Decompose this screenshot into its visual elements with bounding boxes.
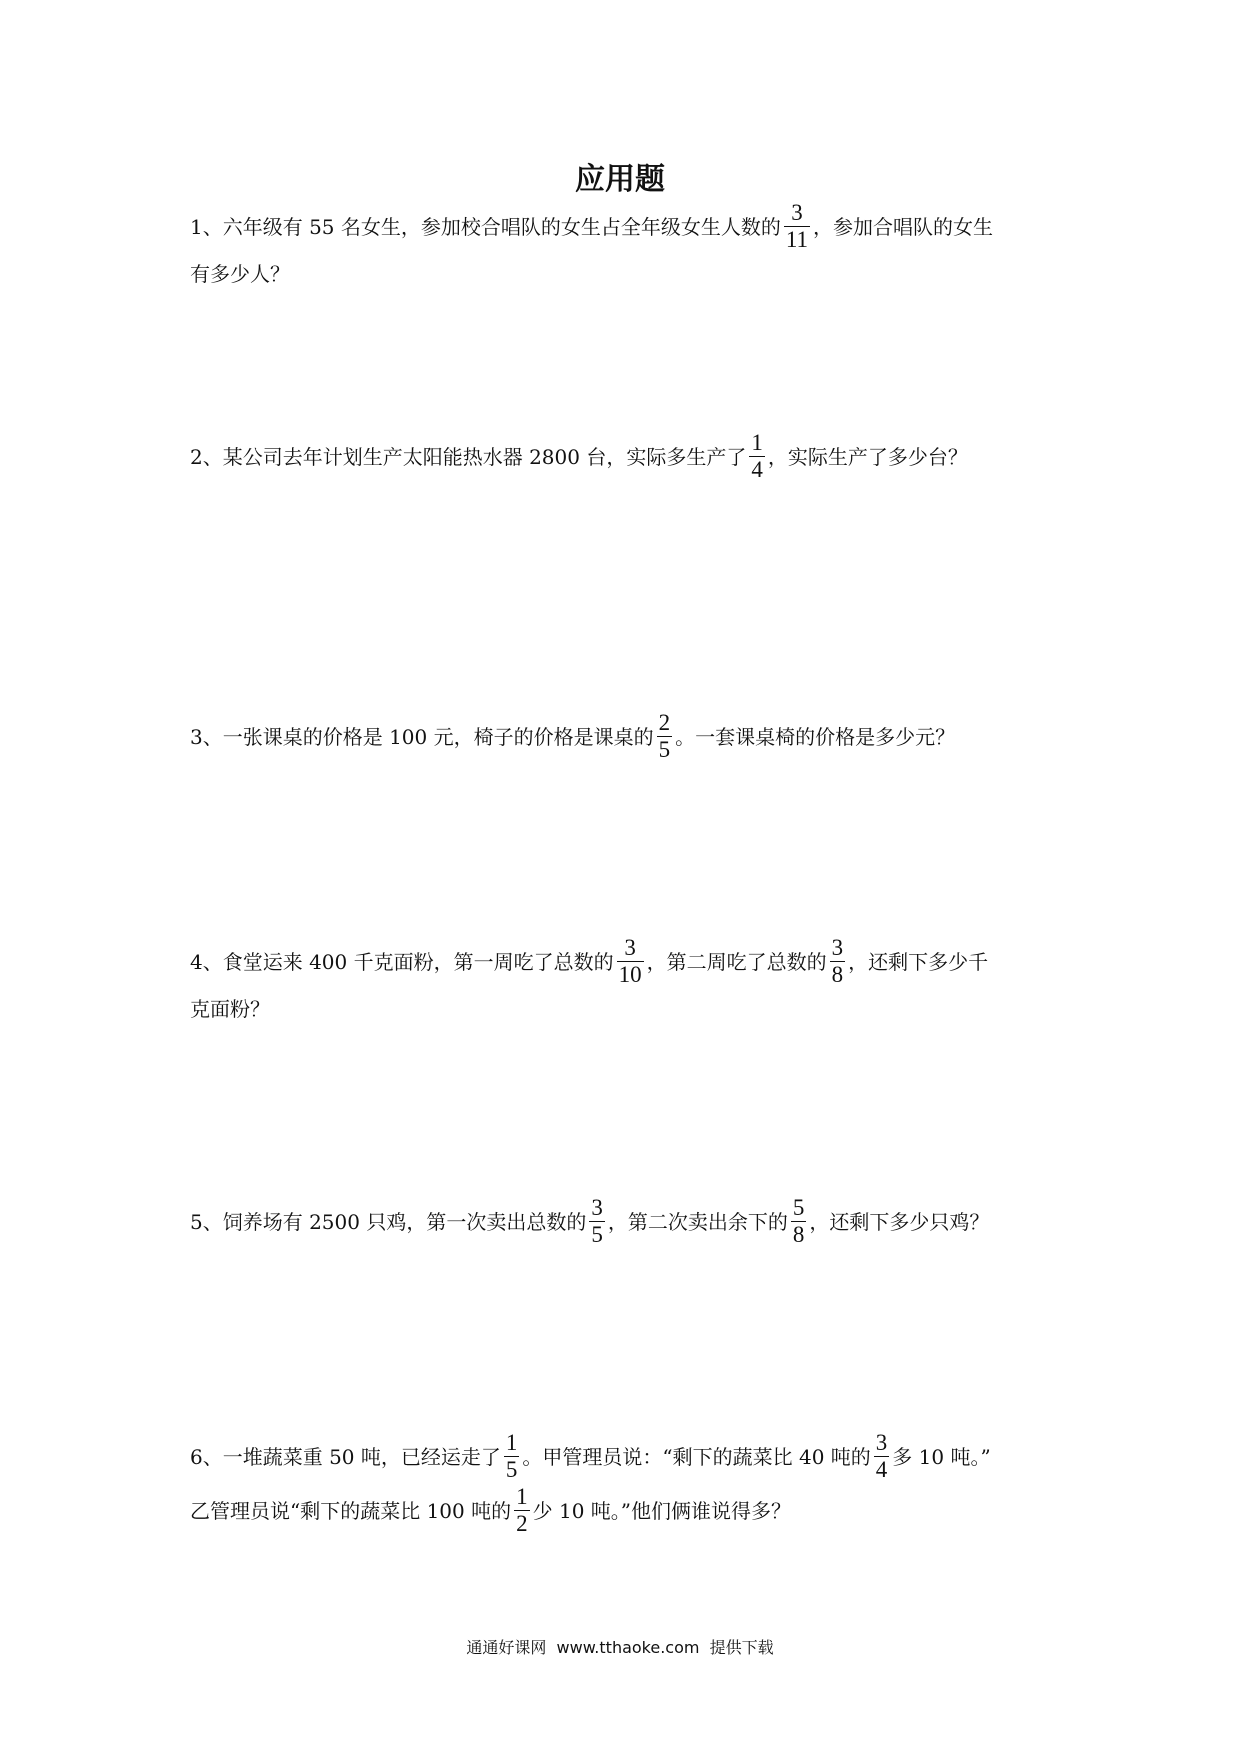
problem-4-text-d: 克面粉？ [190, 997, 270, 1021]
problem-3-text-a: 3、一张课桌的价格是 100 元，椅子的价格是课桌的 [190, 725, 654, 749]
fraction-numerator: 1 [505, 1429, 518, 1455]
problem-3-fraction [657, 710, 673, 763]
problem-4-text-c: ，还剩下多少千 [848, 949, 989, 974]
fraction-denominator: 11 [785, 226, 809, 252]
fraction-numerator: 3 [784, 200, 810, 227]
fraction-numerator: 3 [831, 934, 844, 960]
page-title: 应用题 [575, 162, 665, 197]
problem-6-line-1 [190, 1430, 1070, 1484]
problem-6-text-e: 少 10 吨。”他们俩谁说得多？ [532, 1499, 792, 1523]
fraction-numerator: 2 [658, 710, 671, 735]
fraction-numerator: 1 [516, 1484, 528, 1509]
problem-6-text-a: 6、一堆蔬菜重 50 吨，已经运走了 [190, 1444, 501, 1469]
fraction-denominator: 4 [875, 1456, 888, 1482]
problem-4-text-b: ，第二周吃了总数的 [646, 949, 827, 974]
problem-1-text-c: 有多少人？ [190, 262, 290, 286]
problem-3-line-1 [190, 710, 1070, 764]
fraction-denominator: 5 [658, 737, 671, 762]
problem-3 [190, 710, 1070, 764]
problem-6-fraction-1 [504, 1430, 520, 1483]
problem-4-fraction-1 [617, 935, 644, 988]
problem-5-fraction-1 [589, 1195, 605, 1248]
problem-2-text-b: ，实际生产了多少台？ [767, 445, 968, 469]
fraction-denominator: 5 [505, 1456, 518, 1482]
fraction-denominator: 8 [792, 1222, 805, 1247]
problem-6-text-d: 乙管理员说“剩下的蔬菜比 100 吨的 [190, 1499, 512, 1523]
problem-2-fraction [749, 430, 765, 483]
problem-4 [190, 935, 1070, 1029]
problem-4-line-1 [190, 935, 1070, 989]
fraction-denominator: 8 [831, 961, 844, 987]
problem-5-fraction-2 [791, 1195, 807, 1248]
problem-5-text-c: ，还剩下多少只鸡？ [809, 1210, 990, 1234]
footer-source: 通通好课网 www.tthaoke.com 提供下载 [466, 1638, 774, 1657]
problem-1-fraction [784, 200, 810, 253]
problem-5-text-b: ，第二次卖出余下的 [607, 1210, 788, 1234]
problem-6-line-2 [190, 1484, 1070, 1538]
problem-6-text-c: 多 10 吨。” [892, 1444, 991, 1469]
problem-6-fraction-3 [514, 1484, 530, 1537]
problem-6-fraction-2 [874, 1430, 890, 1483]
fraction-numerator: 3 [875, 1429, 888, 1455]
fraction-denominator: 5 [591, 1222, 603, 1247]
problem-2 [190, 430, 1070, 484]
fraction-numerator: 5 [792, 1195, 805, 1220]
fraction-numerator: 1 [751, 430, 763, 455]
fraction-numerator: 3 [591, 1195, 603, 1220]
problem-1 [190, 200, 1070, 294]
fraction-denominator: 2 [516, 1511, 528, 1536]
problem-1-line-1 [190, 200, 1070, 254]
problem-1-text-a: 1、六年级有 55 名女生，参加校合唱队的女生占全年级女生人数的 [190, 214, 781, 239]
problem-5-line-1 [190, 1195, 1070, 1249]
problem-6 [190, 1430, 1070, 1538]
problem-2-text-a: 2、某公司去年计划生产太阳能热水器 2800 台，实际多生产了 [190, 445, 747, 469]
problem-6-text-b: 。甲管理员说：“剩下的蔬菜比 40 吨的 [522, 1444, 871, 1469]
fraction-denominator: 4 [751, 457, 763, 482]
problem-5-text-a: 5、饲养场有 2500 只鸡，第一次卖出总数的 [190, 1210, 587, 1234]
problem-1-text-b: ，参加合唱队的女生 [813, 214, 994, 239]
fraction-denominator: 10 [618, 961, 642, 987]
problem-5 [190, 1195, 1070, 1249]
fraction-numerator: 3 [617, 935, 644, 962]
problem-2-line-1 [190, 430, 1070, 484]
problem-4-text-a: 4、食堂运来 400 千克面粉，第一周吃了总数的 [190, 949, 614, 974]
problem-4-fraction-2 [830, 935, 846, 988]
problem-3-text-b: 。一套课桌椅的价格是多少元？ [675, 725, 956, 749]
